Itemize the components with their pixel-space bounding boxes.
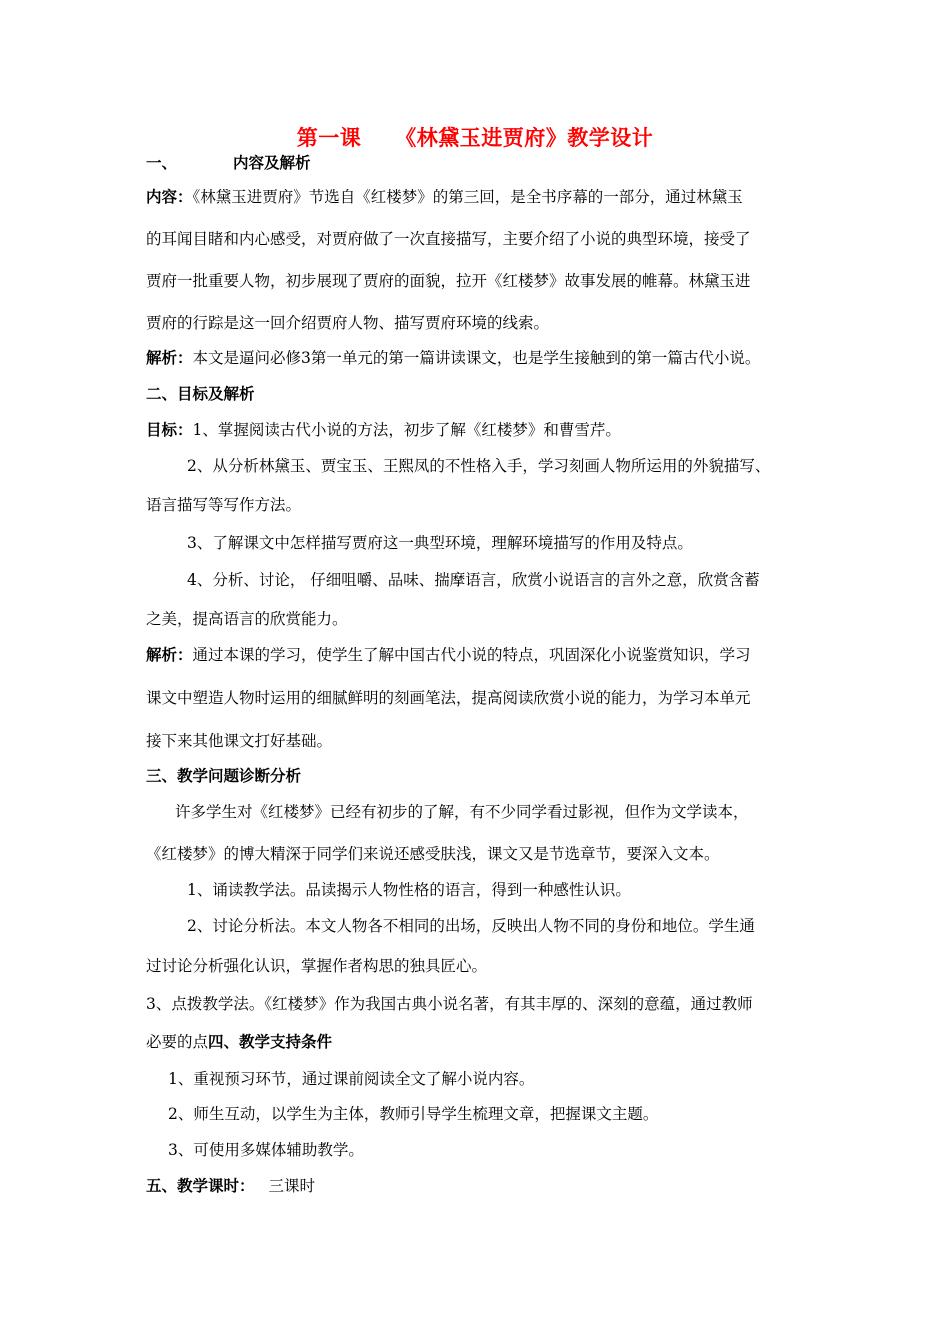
title-lesson: 第一课 bbox=[296, 125, 362, 150]
section-heading-2: 二、目标及解析 bbox=[146, 384, 255, 403]
lesson-hours-value: 三课时 bbox=[268, 1177, 316, 1195]
goal-line: 4、分析、讨论， 仔细咀嚼、品味、揣摩语言，欣赏小说语言的言外之意，欣赏含蓄 bbox=[187, 571, 760, 589]
analysis-paragraph: 解析：本文是逼问必修3第一单元的第一篇讲读课文，也是学生接触到的第一篇古代小说。 bbox=[146, 348, 761, 367]
content-paragraph-line: 贾府一批重要人物，初步展现了贾府的面貌，拉开《红楼梦》故事发展的帷幕。林黛玉进 bbox=[146, 272, 751, 290]
method-line: 过讨论分析强化认识，掌握作者构思的独具匠心。 bbox=[146, 957, 488, 975]
title-text: 《林黛玉进贾府》教学设计 bbox=[395, 125, 654, 150]
method-line: 必要的点四、教学支持条件 bbox=[146, 1032, 333, 1051]
content-paragraph-line: 的耳闻目睹和内心感受，对贾府做了一次直接描写，主要介绍了小说的典型环境，接受了 bbox=[146, 230, 751, 248]
content-paragraph-line: 贾府的行踪是这一回介绍贾府人物、描写贾府环境的线索。 bbox=[146, 314, 550, 332]
method-line: 2、讨论分析法。本文人物各不相同的出场，反映出人物不同的身份和地位。学生通 bbox=[187, 917, 755, 935]
support-line: 2、师生互动，以学生为主体，教师引导学生梳理文章，把握课文主题。 bbox=[168, 1105, 659, 1123]
analysis-line: 课文中塑造人物时运用的细腻鲜明的刻画笔法，提高阅读欣赏小说的能力，为学习本单元 bbox=[146, 689, 751, 707]
section-heading-1: 一、 内容及解析 bbox=[146, 153, 311, 172]
analysis-line: 接下来其他课文打好基础。 bbox=[146, 732, 333, 750]
page-title bbox=[0, 122, 950, 152]
diagnosis-line: 《红楼梦》的博大精深于同学们来说还感受肤浅，课文又是节选章节，要深入文本。 bbox=[146, 845, 720, 863]
support-line: 3、可使用多媒体辅助教学。 bbox=[168, 1141, 364, 1159]
support-line: 1、重视预习环节，通过课前阅读全文了解小说内容。 bbox=[168, 1070, 535, 1088]
goal-line: 之美，提高语言的欣赏能力。 bbox=[146, 610, 348, 628]
section-heading-3: 三、教学问题诊断分析 bbox=[146, 766, 302, 785]
content-paragraph-line: 内容：《林黛玉进贾府》节选自《红楼梦》的第三回，是全书序幕的一部分，通过林黛玉 bbox=[146, 187, 743, 206]
diagnosis-line: 许多学生对《红楼梦》已经有初步的了解，有不少同学看过影视，但作为文学读本， bbox=[175, 803, 749, 821]
method-line: 3、点拨教学法。《红楼梦》作为我国古典小说名著，有其丰厚的、深刻的意蕴，通过教师 bbox=[146, 995, 753, 1013]
goal-line: 2、从分析林黛玉、贾宝玉、王熙凤的不性格入手，学习刻画人物所运用的外貌描写、 bbox=[187, 457, 771, 475]
method-line: 1、诵读教学法。品读揭示人物性格的语言，得到一种感性认识。 bbox=[187, 881, 631, 899]
analysis-paragraph-2: 解析：通过本课的学习，使学生了解中国古代小说的特点，巩固深化小说鉴赏知识，学习 bbox=[146, 645, 751, 664]
goal-line: 3、了解课文中怎样描写贾府这一典型环境，理解环境描写的作用及特点。 bbox=[187, 534, 693, 552]
goal-line: 目标：1、掌握阅读古代小说的方法，初步了解《红楼梦》和曹雪芹。 bbox=[146, 420, 621, 439]
section-heading-4: 四、教学支持条件 bbox=[208, 1032, 333, 1051]
section-heading-5: 五、教学课时： 三课时 bbox=[146, 1176, 316, 1195]
goal-line: 语言描写等写作方法。 bbox=[146, 496, 302, 514]
